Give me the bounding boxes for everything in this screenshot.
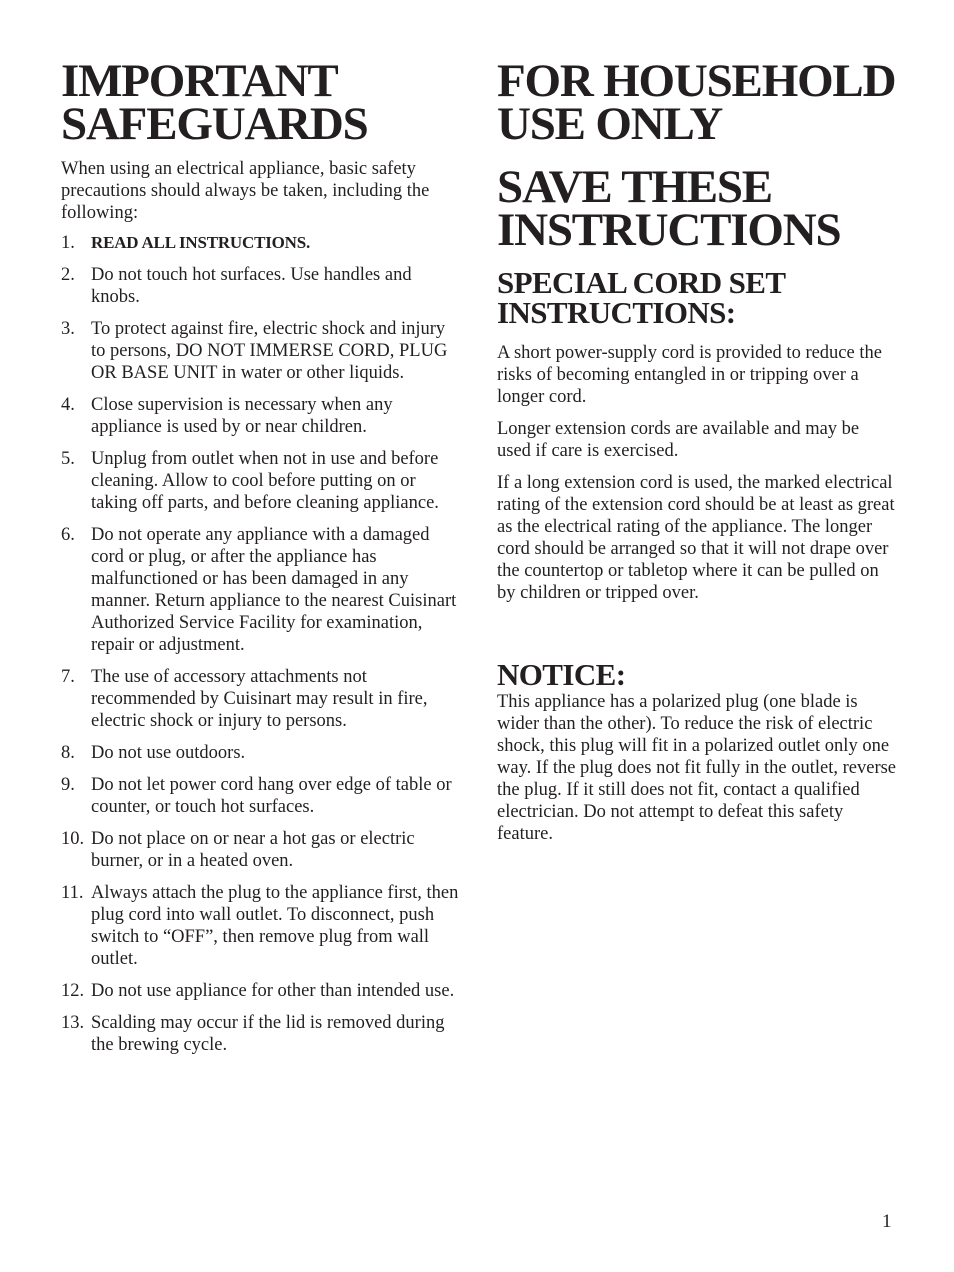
safeguards-title-line1: IMPORTANT bbox=[61, 55, 338, 107]
list-item: 11. Always attach the plug to the appliance first, then plug cord into wall outlet. To disconnect, push switch to “OFF”, then remove plug from wall outlet. bbox=[61, 883, 459, 969]
save-title-line1: SAVE THESE bbox=[497, 161, 772, 213]
cord-paragraph: A short power-supply cord is provided to reduce the risks of becoming entangled in or tripping over a longer cord. bbox=[497, 343, 882, 407]
cord-paragraph: Longer extension cords are available and may be used if care is exercised. bbox=[497, 419, 860, 461]
list-item: 9. Do not let power cord hang over edge of table or counter, or touch hot surfaces. bbox=[61, 775, 452, 817]
household-title-line2: USE ONLY bbox=[497, 98, 723, 150]
household-title-line1: FOR HOUSEHOLD bbox=[497, 55, 896, 107]
list-item: 1. READ ALL INSTRUCTIONS. bbox=[61, 233, 311, 253]
list-item: 12. Do not use appliance for other than intended use. bbox=[61, 981, 455, 1001]
page-number: 1 bbox=[882, 1211, 892, 1232]
safeguards-title-line2: SAFEGUARDS bbox=[61, 98, 368, 150]
list-item: 3. To protect against fire, electric shock and injury to persons, DO NOT IMMERSE CORD, PLUG OR BASE UNIT in water or other liquids. bbox=[61, 319, 448, 383]
cord-heading-line2: INSTRUCTIONS: bbox=[497, 295, 736, 330]
safeguards-title bbox=[61, 55, 461, 150]
list-item: 2. Do not touch hot surfaces. Use handles and knobs. bbox=[61, 265, 412, 307]
list-item: 6. Do not operate any appliance with a damaged cord or plug, or after the appliance has malfunctioned or has been damaged in any manner. Return appliance to the nearest Cuisinart Authorized Service Facility for examination, repair or adjustment. bbox=[61, 525, 457, 655]
list-item: 7. The use of accessory attachments not recommended by Cuisinart may result in fire, electric shock or injury to persons. bbox=[61, 667, 428, 731]
cord-set-heading bbox=[497, 265, 917, 330]
list-item: 13. Scalding may occur if the lid is removed during the brewing cycle. bbox=[61, 1013, 445, 1055]
save-title-line2: INSTRUCTIONS bbox=[497, 204, 841, 256]
cord-paragraph: If a long extension cord is used, the marked electrical rating of the extension cord should be at least as great as the electrical rating of the appliance. The longer cord should be arranged so that it will not drape over the countertop or tabletop where it can be pulled on by children or tripped over. bbox=[497, 473, 895, 603]
cord-heading-line1: SPECIAL CORD SET bbox=[497, 265, 786, 300]
household-title bbox=[497, 55, 917, 150]
list-item: 5. Unplug from outlet when not in use and before cleaning. Allow to cool before putting on or taking off parts, and before cleaning appliance. bbox=[61, 449, 439, 513]
safeguards-list bbox=[61, 232, 461, 1066]
notice-body: This appliance has a polarized plug (one blade is wider than the other). To reduce the risk of electric shock, this plug will fit in a polarized outlet only one way. If the plug does not fit fully in the outlet, reverse the plug. If it still does not fit, contact a qualified electrician. Do not attempt to defeat this safety feature. bbox=[497, 692, 897, 844]
safeguards-intro: When using an electrical appliance, basic safety precautions should always be taken, including the following: bbox=[61, 159, 430, 223]
notice-heading: NOTICE: bbox=[497, 657, 626, 692]
list-item: 4. Close supervision is necessary when any appliance is used by or near children. bbox=[61, 395, 393, 437]
save-instructions-title bbox=[497, 161, 917, 256]
list-item: 10. Do not place on or near a hot gas or electric burner, or in a heated oven. bbox=[61, 829, 415, 871]
cord-set-body bbox=[497, 342, 897, 614]
list-item: 8. Do not use outdoors. bbox=[61, 743, 246, 763]
